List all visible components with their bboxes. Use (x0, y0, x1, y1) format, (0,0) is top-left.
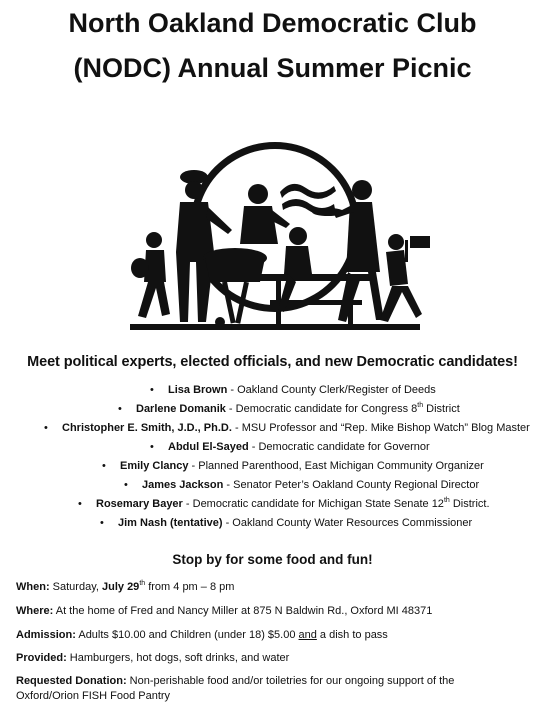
tagline: Meet political experts, elected officials, and new Democratic candidates! (27, 354, 518, 370)
admission-line (16, 628, 388, 642)
admission-pre: Adults $10.00 and Children (under 18) $5.00 (75, 629, 299, 641)
speaker-name: Darlene Domanik (136, 403, 226, 415)
speaker-desc: - Democratic candidate for Michigan State Senate 12 (182, 498, 444, 510)
bullet: • (150, 441, 154, 453)
admission-label: Admission: (16, 629, 76, 641)
speaker-name: Lisa Brown (168, 384, 228, 396)
when-line (16, 580, 234, 594)
speaker-desc: - Oakland County Clerk/Register of Deeds (227, 384, 436, 396)
speaker-desc-after: District (423, 403, 460, 415)
when-date: July 29 (102, 581, 140, 593)
donation-line-2: Oxford/Orion FISH Food Pantry (16, 690, 171, 702)
provided-line (16, 651, 289, 665)
speaker-desc: - MSU Professor and “Rep. Mike Bishop Watch” Blog Master (231, 422, 530, 434)
bullet: • (100, 517, 104, 529)
speaker-name: James Jackson (142, 479, 224, 491)
speaker-item (150, 440, 430, 454)
speaker-desc: - Senator Peter’s Oakland County Regional Director (223, 479, 480, 491)
speaker-name: Christopher E. Smith, J.D., Ph.D. (62, 422, 232, 434)
speaker-desc: - Planned Parenthood, East Michigan Community Organizer (188, 460, 484, 472)
speaker-desc: - Democratic candidate for Congress 8 (225, 403, 418, 415)
speaker-name: Emily Clancy (120, 460, 189, 472)
speaker-item (44, 421, 530, 435)
title-line-2: (NODC) Annual Summer Picnic (73, 53, 472, 83)
where-line (16, 604, 432, 618)
speaker-desc: - Democratic candidate for Governor (248, 441, 430, 453)
bullet: • (150, 384, 154, 396)
donation-line (16, 674, 454, 688)
when-sup: th (139, 580, 146, 587)
provided-text: Hamburgers, hot dogs, soft drinks, and water (66, 652, 290, 664)
when-pre: Saturday, (49, 581, 102, 593)
when-label: When: (16, 581, 50, 593)
where-text: At the home of Fred and Nancy Miller at 875 N Baldwin Rd., Oxford MI 48371 (53, 605, 433, 617)
superscript: th (443, 497, 450, 504)
bullet: • (124, 479, 128, 491)
speaker-item (124, 478, 479, 492)
superscript: th (417, 402, 424, 409)
speaker-item (78, 497, 490, 511)
speaker-name: Abdul El-Sayed (168, 441, 249, 453)
admission-post: a dish to pass (316, 629, 388, 641)
bullet: • (44, 422, 48, 434)
where-label: Where: (16, 605, 54, 617)
speaker-name: Rosemary Bayer (96, 498, 183, 510)
stop-by-heading: Stop by for some food and fun! (172, 552, 373, 567)
provided-label: Provided: (16, 652, 67, 664)
when-post: from 4 pm – 8 pm (145, 581, 235, 593)
bullet: • (102, 460, 106, 472)
picnic-silhouette-illustration (110, 132, 440, 342)
speaker-desc: - Oakland County Water Resources Commissioner (222, 517, 473, 529)
donation-text-1: Non-perishable food and/or toiletries for our ongoing support of the (126, 675, 455, 687)
speaker-item (150, 383, 436, 397)
speaker-item (102, 459, 484, 473)
speaker-item (118, 402, 460, 416)
speaker-desc-after: District. (449, 498, 490, 510)
admission-underlined: and (298, 629, 317, 641)
donation-label: Requested Donation: (16, 675, 127, 687)
bullet: • (78, 498, 82, 510)
bullet: • (118, 403, 122, 415)
title-line-1: North Oakland Democratic Club (68, 8, 477, 38)
speaker-name: Jim Nash (tentative) (118, 517, 223, 529)
speaker-item (100, 516, 472, 530)
